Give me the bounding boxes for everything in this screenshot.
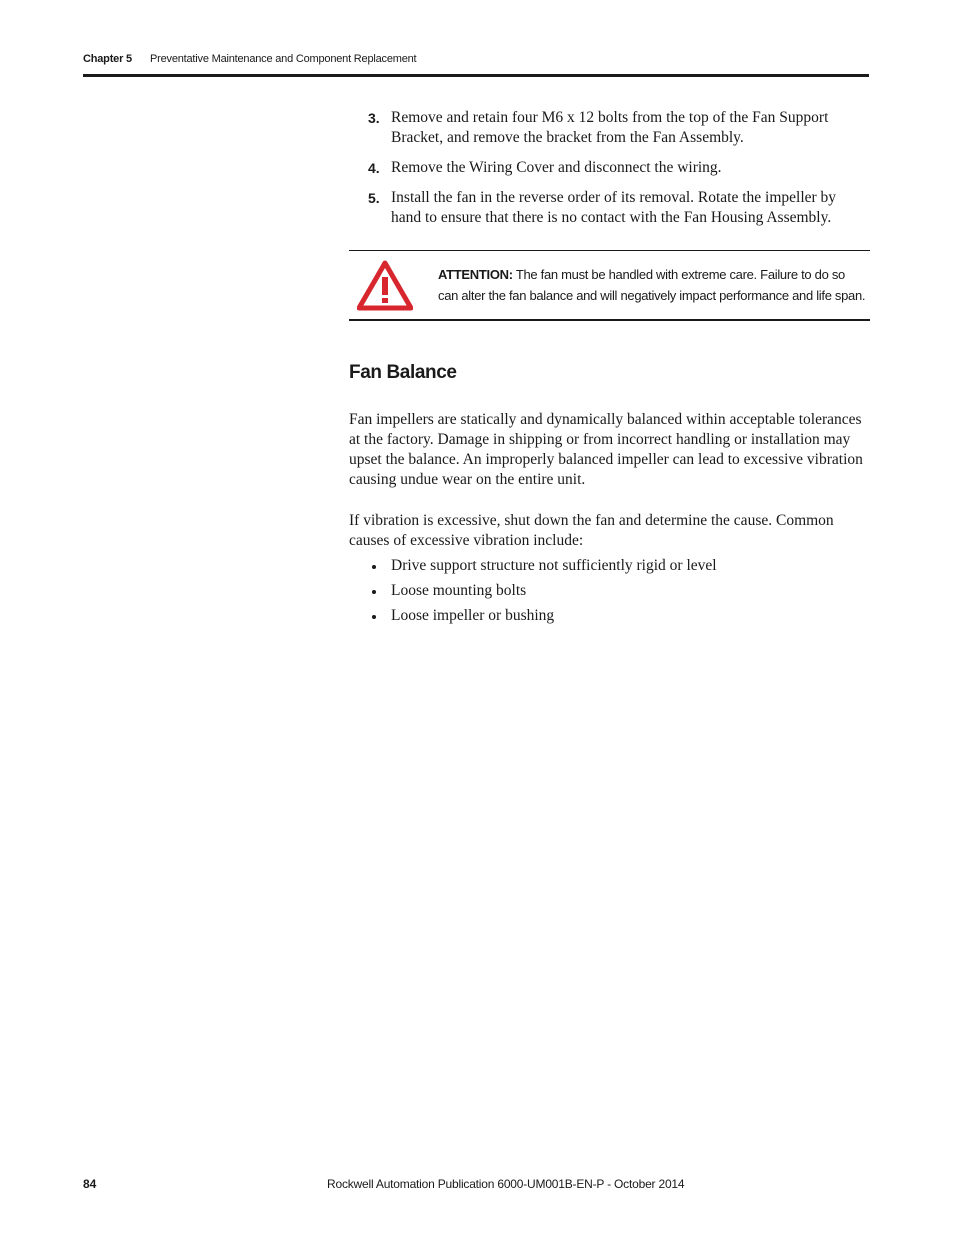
page-number: 84 — [83, 1177, 97, 1191]
step-text: Remove and retain four M6 x 12 bolts from the top of the Fan Support Bracket, and remove the bracket from the Fan Assembly. — [391, 109, 829, 146]
list-item-text: Loose mounting bolts — [391, 582, 527, 599]
warning-triangle-icon — [357, 260, 413, 312]
attention-top-rule — [349, 250, 870, 251]
step-number: 3. — [368, 110, 380, 126]
chapter-label: Chapter 5 — [83, 53, 132, 65]
step-number: 4. — [368, 160, 380, 176]
publication-info: Rockwell Automation Publication 6000-UM001B-EN-P - October 2014 — [327, 1177, 685, 1191]
step-number: 5. — [368, 190, 380, 206]
header-rule — [83, 74, 869, 77]
section-title: Fan Balance — [349, 362, 457, 383]
paragraph: Fan impellers are statically and dynamically balanced within acceptable tolerances at the factory. Damage in shipping or from incorrect handling or installation may upset the balance. An improperly balanced impeller can lead to excessive vibration causing undue wear on the entire unit. — [349, 411, 863, 488]
attention-bottom-rule — [349, 319, 870, 321]
attention-label: ATTENTION: — [438, 267, 513, 282]
attention-text: The fan must be handled with extreme care. Failure to do so can alter the fan balance and will negatively impact performance and life span. — [438, 267, 866, 303]
attention-message — [438, 264, 868, 306]
paragraph: If vibration is excessive, shut down the fan and determine the cause. Common causes of excessive vibration include: — [349, 512, 834, 549]
bullet-icon — [372, 565, 376, 569]
step-text: Remove the Wiring Cover and disconnect the wiring. — [391, 159, 722, 176]
list-item-text: Drive support structure not sufficiently rigid or level — [391, 557, 717, 574]
step-text: Install the fan in the reverse order of its removal. Rotate the impeller by hand to ensure that there is no contact with the Fan Housing Assembly. — [391, 189, 837, 226]
chapter-title: Preventative Maintenance and Component Replacement — [150, 53, 417, 65]
list-item-text: Loose impeller or bushing — [391, 607, 555, 624]
bullet-icon — [372, 590, 376, 594]
bullet-icon — [372, 615, 376, 619]
